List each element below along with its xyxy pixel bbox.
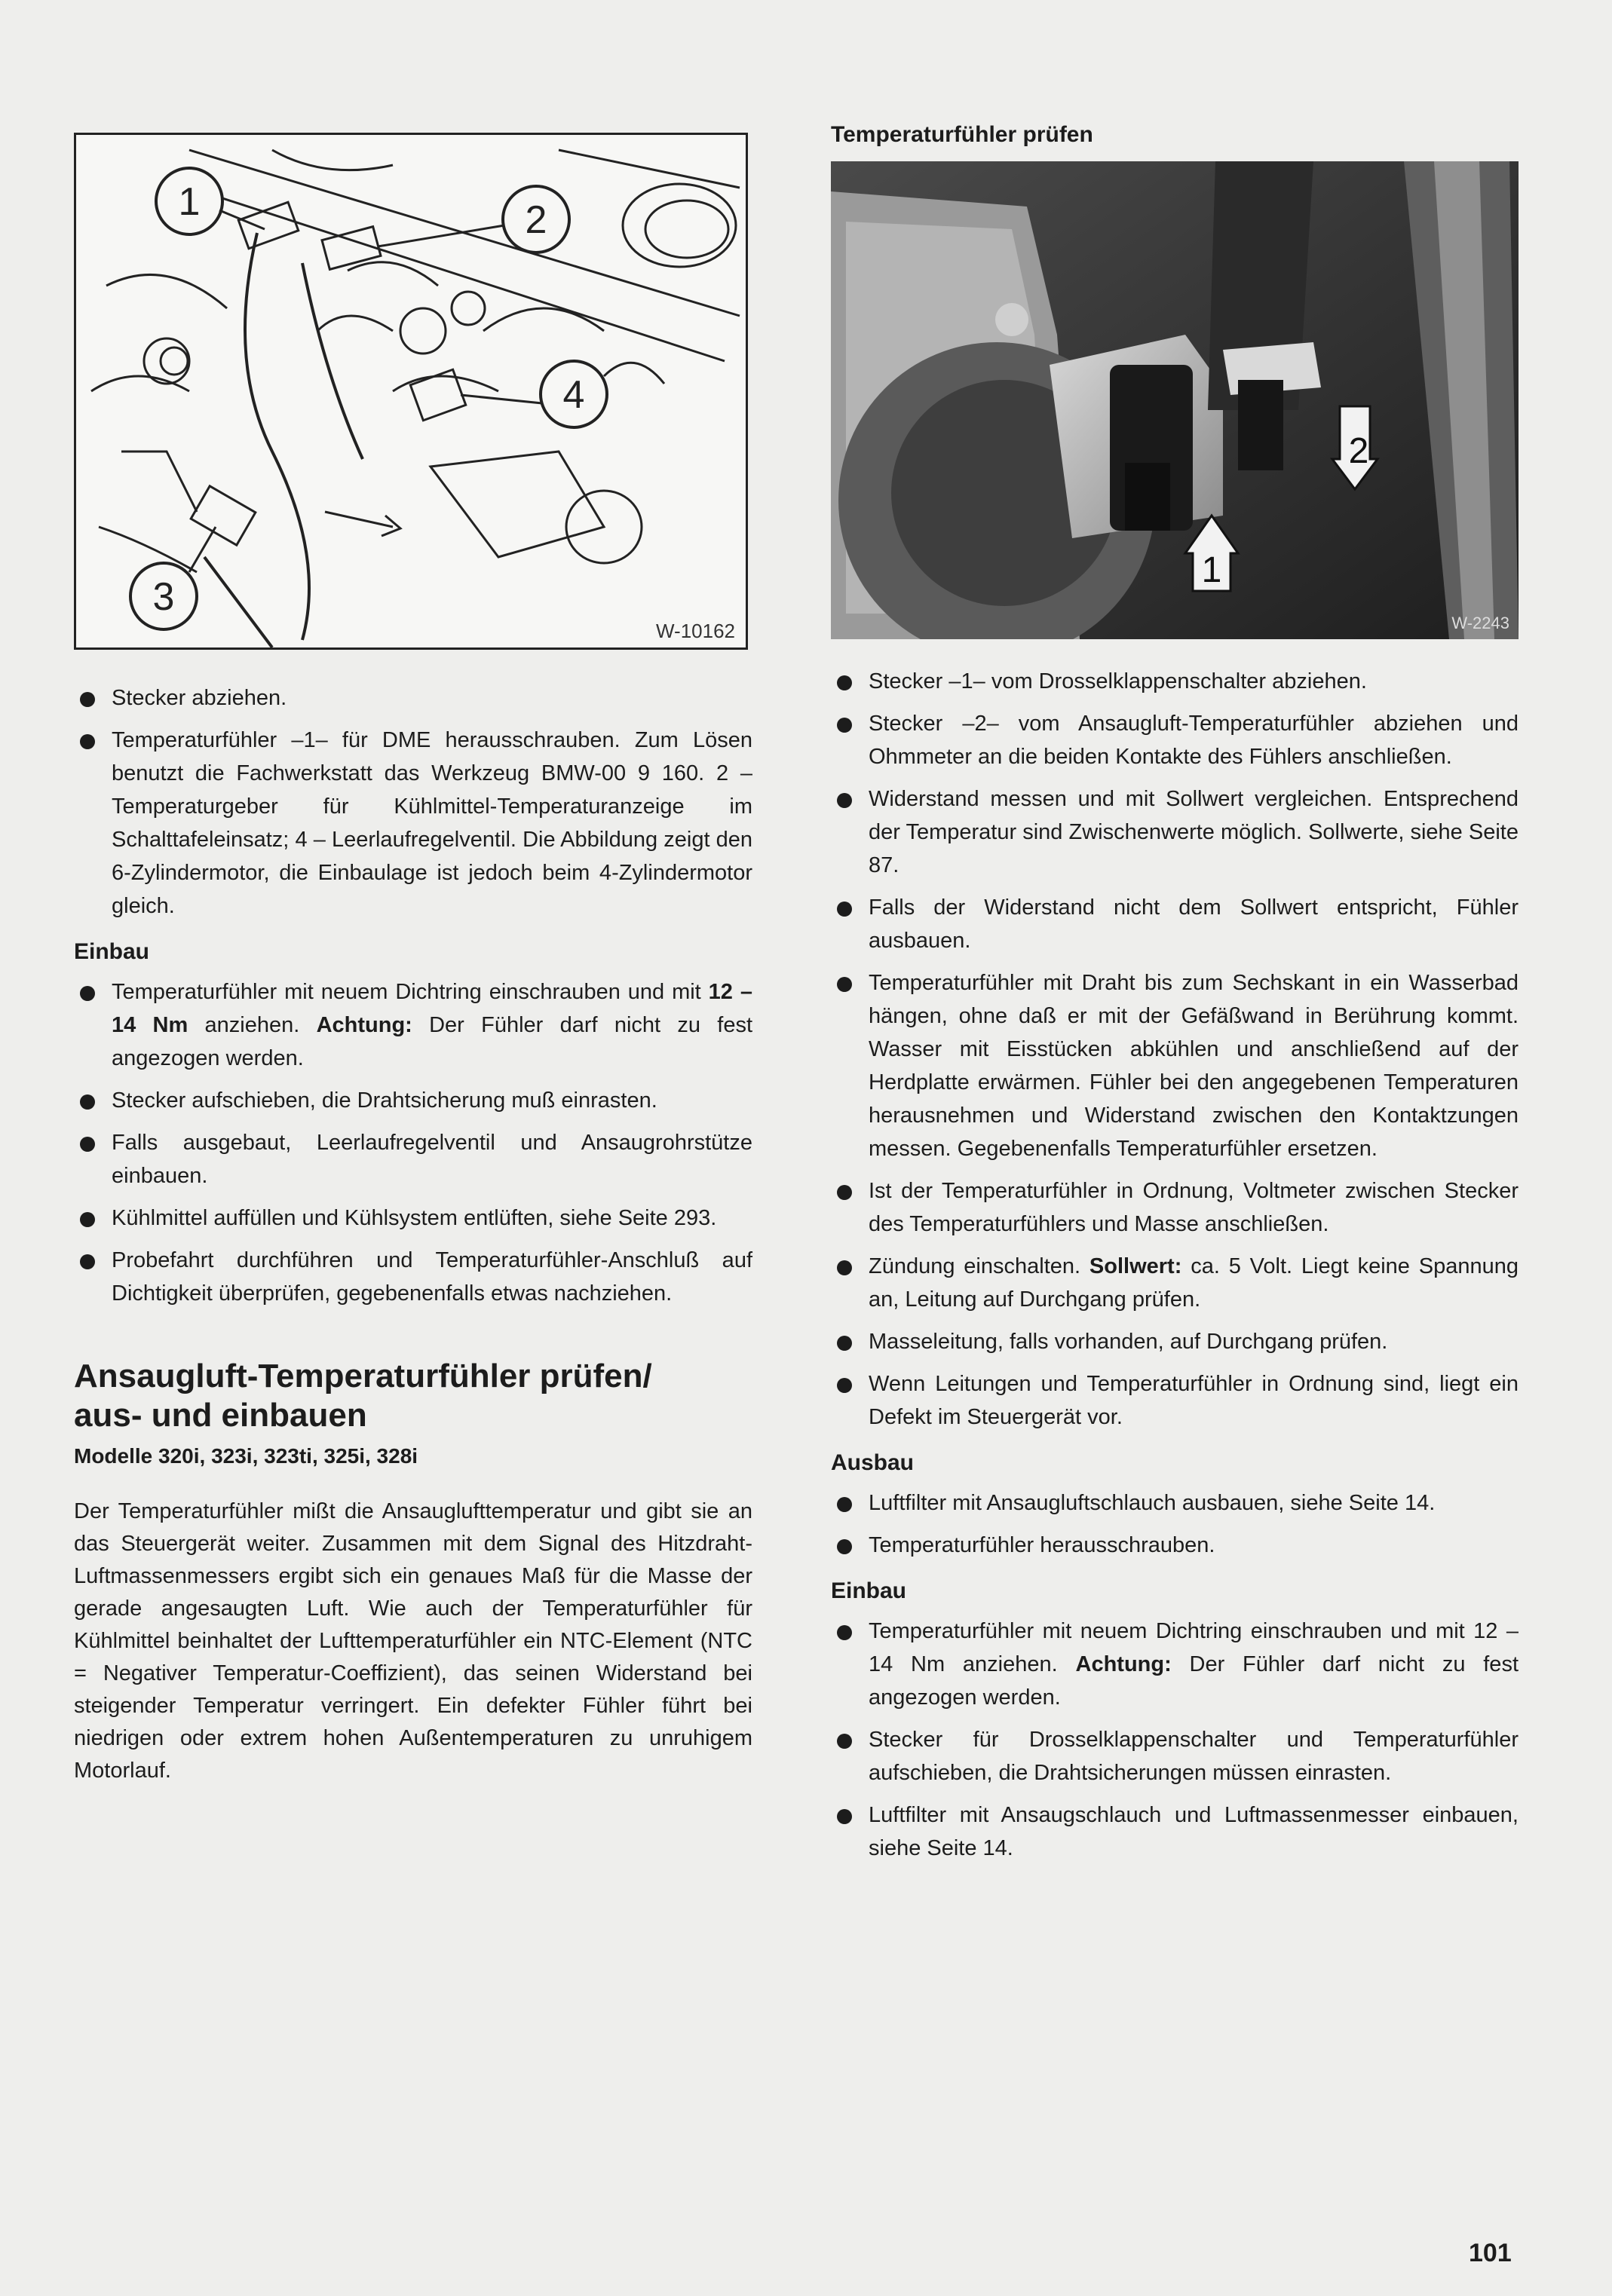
list-item: Luftfilter mit Ansaugluftschlauch ausbauen, siehe Seite 14. [831, 1486, 1519, 1520]
list-item: Temperaturfühler mit Draht bis zum Sechskant in ein Wasserbad hängen, ohne daß er mit der Gefäßwand in Berührung kommt. Wasser mit Eisstücken abkühlen und anschließend auf der Herdplatte erwärmen. Fühler bei den angegebenen Temperaturen herausnehmen und Widerstand zwischen den Kontaktzungen messen. Gegebenenfalls Temperaturfühler ersetzen. [831, 966, 1519, 1165]
list-item: Stecker für Drosselklappenschalter und Temperaturfühler aufschieben, die Drahtsicherungen müssen einrasten. [831, 1723, 1519, 1789]
left-steps-list [74, 681, 752, 923]
right-einbau-list [831, 1615, 1519, 1865]
list-item: Ist der Temperaturfühler in Ordnung, Voltmeter zwischen Stecker des Temperaturfühlers und Masse anschließen. [831, 1174, 1519, 1241]
einbau-heading: Einbau [74, 939, 150, 964]
list-item: Probefahrt durchführen und Temperaturfühler-Anschluß auf Dichtigkeit überprüfen, gegebenenfalls etwas nachziehen. [74, 1244, 752, 1310]
figure-code: W-10162 [655, 620, 735, 642]
left-einbau-list [74, 975, 752, 1310]
photo-code: W-2243 [1451, 614, 1509, 632]
list-item: Widerstand messen und mit Sollwert vergleichen. Entsprechend der Temperatur sind Zwischenwerte möglich. Sollwerte, siehe Seite 87. [831, 782, 1519, 882]
list-item: Luftfilter mit Ansaugschlauch und Luftmassenmesser einbauen, siehe Seite 14. [831, 1799, 1519, 1865]
list-item: Stecker abziehen. [74, 681, 752, 715]
callout-1 [156, 168, 265, 234]
svg-text:1: 1 [178, 180, 201, 224]
engine-drawing-figure [74, 133, 748, 650]
left-column [74, 133, 752, 1787]
list-item: Stecker aufschieben, die Drahtsicherung muß einrasten. [74, 1084, 752, 1117]
list-item: Kühlmittel auffüllen und Kühlsystem entlüften, siehe Seite 293. [74, 1202, 752, 1235]
intro-paragraph: Der Temperaturfühler mißt die Ansauglufttemperatur und gibt sie an das Steuergerät weiter. Zusammen mit dem Signal des Hitzdraht-Luftmassenmessers ergibt sich ein genaues Maß für die Masse der gerade angesaugten Luft. Wie auch der Temperaturfühler für Kühlmittel beinhaltet der Lufttemperaturfühler ein NTC-Element (NTC = Negativer Temperatur-Coeffizient), das seinen Widerstand bei steigender Temperatur verringert. Ein defekter Fühler führt bei niedrigen oder extrem hohen Außentemperaturen zu unruhigem Motorlauf. [74, 1499, 752, 1783]
svg-text:2: 2 [1348, 431, 1369, 471]
list-item: Temperaturfühler herausschrauben. [831, 1529, 1519, 1562]
svg-text:3: 3 [152, 575, 175, 619]
photo-rendering [831, 161, 1519, 639]
sensor-photo [831, 161, 1519, 639]
svg-text:4: 4 [562, 373, 585, 417]
svg-text:2: 2 [525, 198, 547, 242]
list-item: Falls ausgebaut, Leerlaufregelventil und Ansaugrohrstütze einbauen. [74, 1126, 752, 1192]
list-item: Stecker –1– vom Drosselklappenschalter abziehen. [831, 665, 1519, 698]
right-steps-list [831, 665, 1519, 1434]
right-column [831, 122, 1519, 1874]
list-item: Stecker –2– vom Ansaugluft-Temperaturfühler abziehen und Ohmmeter an die beiden Kontakte des Fühlers anschließen. [831, 707, 1519, 773]
page-number: 101 [1469, 2239, 1512, 2267]
list-item: Falls der Widerstand nicht dem Sollwert entspricht, Fühler ausbauen. [831, 891, 1519, 957]
list-item: Masseleitung, falls vorhanden, auf Durchgang prüfen. [831, 1325, 1519, 1358]
engine-line-drawing [76, 135, 748, 650]
list-item: Zündung einschalten. Sollwert: ca. 5 Volt. Liegt keine Spannung an, Leitung auf Durchgang prüfen. [831, 1250, 1519, 1316]
list-item: Wenn Leitungen und Temperaturfühler in Ordnung sind, liegt ein Defekt im Steuergerät vor. [831, 1367, 1519, 1434]
ausbau-list [831, 1486, 1519, 1562]
svg-text:1: 1 [1201, 550, 1222, 590]
section-title: Ansaugluft-Temperaturfühler prüfen/ aus- und einbauen [74, 1358, 652, 1434]
callout-4 [461, 361, 607, 427]
list-item: Temperaturfühler mit neuem Dichtring einschrauben und mit 12 – 14 Nm anziehen. Achtung: Der Fühler darf nicht zu fest angezogen werden. [831, 1615, 1519, 1714]
photo-caption: Temperaturfühler prüfen [831, 122, 1093, 147]
ausbau-heading: Ausbau [831, 1450, 915, 1475]
list-item: Temperaturfühler –1– für DME herausschrauben. Zum Lösen benutzt die Fachwerkstatt das Werkzeug BMW-00 9 160. 2 – Temperaturgeber für Kühlmittel-Temperaturanzeige im Schalttafeleinsatz; 4 – Leerlaufregelventil. Die Abbildung zeigt den 6-Zylindermotor, die Einbaulage ist jedoch beim 4-Zylindermotor gleich. [74, 724, 752, 923]
callout-3 [130, 527, 216, 629]
list-item: Temperaturfühler mit neuem Dichtring einschrauben und mit 12 – 14 Nm anziehen. Achtung: Der Fühler darf nicht zu fest angezogen werden. [74, 975, 752, 1075]
models-line: Modelle 320i, 323i, 323ti, 325i, 328i [74, 1444, 418, 1468]
einbau-heading-right: Einbau [831, 1578, 907, 1603]
callout-2 [378, 186, 569, 253]
